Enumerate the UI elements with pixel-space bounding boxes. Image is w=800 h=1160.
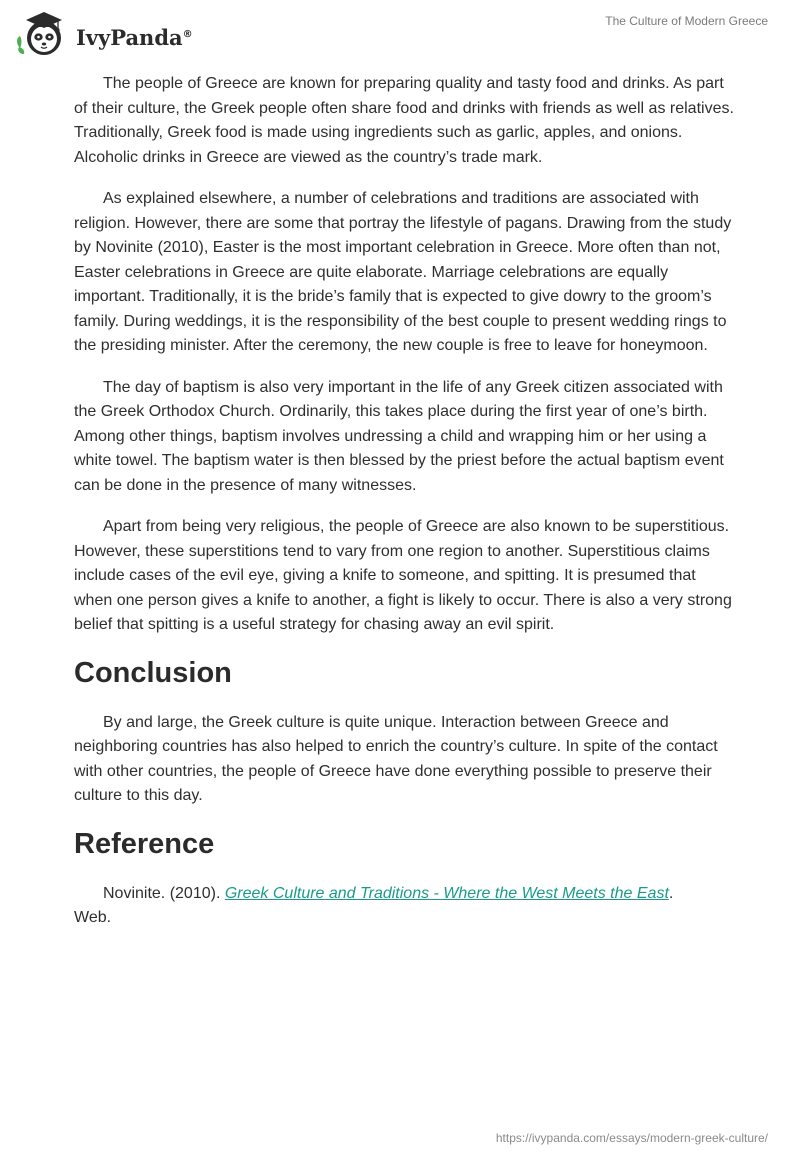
reference-entry <box>74 882 734 931</box>
panda-graduate-icon <box>14 8 74 60</box>
conclusion-heading: Conclusion <box>74 656 232 689</box>
paragraph-superstitions: Apart from being very religious, the people of Greece are also known to be superstitious. However, these superstitions tend to vary from one region to another. Superstitious claims include cases of the evil eye, giving a knife to someone, and spitting. It is presumed that when one person gives a knife to another, a fight is likely to occur. There is also a very strong belief that spitting is a useful strategy for chasing away an evil spirit. <box>74 518 732 633</box>
brand-name-text: IvyPanda <box>76 24 183 50</box>
reference-link-period: . <box>668 884 674 902</box>
paragraph-conclusion: By and large, the Greek culture is quite unique. Interaction between Greece and neighboring countries has also helped to enrich the country’s culture. In spite of the contact with other countries, the people of Greece have done everything possible to preserve their culture to this day. <box>74 713 718 804</box>
document-title: The Culture of Modern Greece <box>605 14 768 28</box>
reference-link[interactable]: Greek Culture and Traditions - Where the West Meets the East <box>224 884 669 902</box>
ivypanda-logo[interactable] <box>14 8 193 60</box>
paragraph-baptism: The day of baptism is also very important in the life of any Greek citizen associated with the Greek Orthodox Church. Ordinarily, this takes place during the first year of one’s birth. Among other things, baptism involves undressing a child and wrapping him or her using a white towel. The baptism water is then blessed by the priest before the actual baptism event can be done in the presence of many witnesses. <box>74 378 724 494</box>
registered-mark: ® <box>182 28 193 40</box>
reference-suffix: Web. <box>74 909 112 926</box>
paragraph-celebrations: As explained elsewhere, a number of celebrations and traditions are associated with religion. However, there are some that portray the lifestyle of pagans. Drawing from the study by Novinite (2010), Easter is the most important celebration in Greece. More often than not, Easter celebrations in Greece are quite elaborate. Marriage celebrations are equally important. Traditionally, it is the bride’s family that is expected to give dowry to the groom’s family. During weddings, it is the responsibility of the best couple to present wedding rings to the presiding minister. After the ceremony, the new couple is free to leave for honeymoon. <box>74 190 732 354</box>
reference-heading: Reference <box>74 827 215 860</box>
page-header <box>0 0 800 70</box>
brand-name <box>76 25 193 50</box>
source-url: https://ivypanda.com/essays/modern-greek-culture/ <box>495 1131 768 1145</box>
reference-author: Novinite. (2010). <box>103 884 225 902</box>
paragraph-food: The people of Greece are known for preparing quality and tasty food and drinks. As part of their culture, the Greek people often share food and drinks with friends as well as relatives. Traditionally, Greek food is made using ingredients such as garlic, apples, and onions. Alcoholic drinks in Greece are viewed as the country’s trade mark. <box>74 75 734 166</box>
essay-content <box>74 72 734 948</box>
